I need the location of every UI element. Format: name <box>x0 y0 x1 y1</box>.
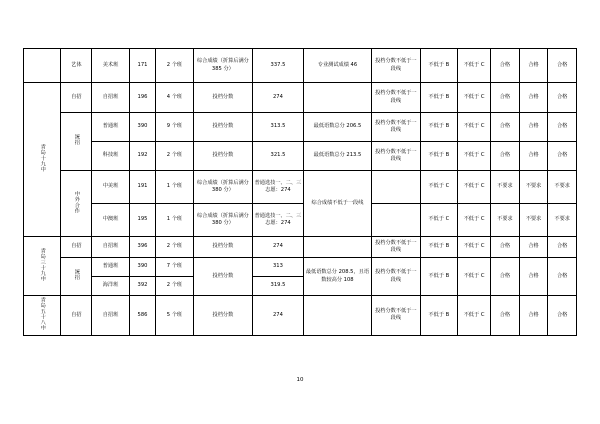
table-row <box>24 296 577 336</box>
cell-admission-rule: 投档分数 <box>193 258 252 296</box>
table-row <box>24 142 577 171</box>
cell-track <box>61 258 92 296</box>
cell-program: 中澳班 <box>92 204 129 237</box>
cell-filing: 投档分数不低于一段线 <box>372 113 420 142</box>
cell-track: 自招 <box>61 296 92 336</box>
cell-program: 自招班 <box>92 83 129 113</box>
cell-math: 不低于 C <box>458 113 491 142</box>
cell-classes: 2 个班 <box>156 277 193 296</box>
cell-chinese: 不低于 B <box>420 237 457 258</box>
cell-plan: 195 <box>129 204 155 237</box>
cell-english: 不要求 <box>491 171 520 204</box>
cell-english: 合格 <box>491 83 520 113</box>
cell-classes: 1 个班 <box>156 171 193 204</box>
cell-school-label: 青岛十九中 <box>39 143 46 172</box>
table-row <box>24 49 577 83</box>
cell-chinese: 不低于 B <box>420 113 457 142</box>
cell-program: 美术班 <box>92 49 129 83</box>
cell-note: 最低语数总分 213.5 <box>303 142 371 171</box>
cell-physics: 合格 <box>519 296 548 336</box>
cell-english: 合格 <box>491 258 520 296</box>
cell-physics: 合格 <box>519 49 548 83</box>
cell-math: 不低于 C <box>458 83 491 113</box>
cell-classes: 5 个班 <box>156 296 193 336</box>
cell-filing: 投档分数不低于一段线 <box>372 237 420 258</box>
cell-filing: 投档分数不低于一段线 <box>372 142 420 171</box>
cell-chinese: 不低于 B <box>420 49 457 83</box>
cell-admission-rule: 综合成绩（折算后满分 380 分） <box>193 171 252 204</box>
cell-physics: 合格 <box>519 142 548 171</box>
cell-track: 艺体 <box>61 49 92 83</box>
cell-other: 合格 <box>548 83 577 113</box>
cell-english: 合格 <box>491 113 520 142</box>
cell-math: 不低于 C <box>458 171 491 204</box>
cell-plan: 586 <box>129 296 155 336</box>
cell-score: 274 <box>253 83 304 113</box>
cell-score: 274 <box>253 237 304 258</box>
cell-track-label: 统招 <box>73 269 80 281</box>
cell-other: 合格 <box>548 296 577 336</box>
cell-classes: 7 个班 <box>156 258 193 277</box>
cell-physics: 不要求 <box>519 204 548 237</box>
cell-plan: 390 <box>129 258 155 277</box>
cell-english: 合格 <box>491 49 520 83</box>
cell-chinese: 不低于 B <box>420 258 457 296</box>
cell-track: 自招 <box>61 237 92 258</box>
cell-track-label: 中外合作 <box>73 190 80 214</box>
cell-filing: 投档分数不低于一段线 <box>372 258 420 296</box>
cell-note <box>303 296 371 336</box>
cell-other: 合格 <box>548 113 577 142</box>
cell-program: 海洋班 <box>92 277 129 296</box>
cell-program: 普通班 <box>92 113 129 142</box>
cell-plan: 196 <box>129 83 155 113</box>
cell-track <box>61 171 92 237</box>
cell-score: 319.5 <box>253 277 304 296</box>
cell-admission-rule: 投档分数 <box>193 237 252 258</box>
cell-school <box>24 83 61 237</box>
cell-admission-rule: 综合成绩（折算后满分 380 分） <box>193 204 252 237</box>
table-row <box>24 204 577 237</box>
cell-chinese: 不低于 C <box>420 204 457 237</box>
cell-chinese: 不低于 B <box>420 142 457 171</box>
cell-physics: 不要求 <box>519 171 548 204</box>
cell-note: 专业测试成绩 46 <box>303 49 371 83</box>
cell-other: 合格 <box>548 49 577 83</box>
cell-classes: 1 个班 <box>156 204 193 237</box>
cell-chinese: 不低于 C <box>420 171 457 204</box>
cell-note: 最低语数总分 208.5，且语数较高分 108 <box>303 258 371 296</box>
table-row <box>24 83 577 113</box>
cell-admission-rule: 投档分数 <box>193 142 252 171</box>
cell-admission-rule: 投档分数 <box>193 113 252 142</box>
cell-chinese: 不低于 B <box>420 296 457 336</box>
cell-math: 不低于 C <box>458 204 491 237</box>
admission-table-container <box>23 48 577 336</box>
cell-math: 不低于 C <box>458 296 491 336</box>
cell-classes: 9 个班 <box>156 113 193 142</box>
cell-classes: 2 个班 <box>156 237 193 258</box>
cell-note: 综合成绩不低于一段线 <box>303 171 371 237</box>
cell-note <box>303 237 371 258</box>
table-row <box>24 171 577 204</box>
cell-physics: 合格 <box>519 113 548 142</box>
cell-score: 321.5 <box>253 142 304 171</box>
cell-physics: 合格 <box>519 258 548 296</box>
cell-filing: 投档分数不低于一段线 <box>372 296 420 336</box>
cell-admission-rule: 投档分数 <box>193 83 252 113</box>
cell-english: 不要求 <box>491 204 520 237</box>
page-number: 10 <box>296 377 304 383</box>
cell-filing: 投档分数不低于一段线 <box>372 83 420 113</box>
cell-other: 不要求 <box>548 204 577 237</box>
table-row <box>24 113 577 142</box>
cell-program: 普通班 <box>92 258 129 277</box>
cell-classes: 2 个班 <box>156 142 193 171</box>
cell-school-label: 青岛三十九中 <box>39 247 46 282</box>
cell-math: 不低于 C <box>458 142 491 171</box>
cell-other: 合格 <box>548 258 577 296</box>
table-row <box>24 258 577 277</box>
cell-plan: 390 <box>129 113 155 142</box>
cell-score: 313 <box>253 258 304 277</box>
cell-other: 合格 <box>548 237 577 258</box>
cell-program: 科技班 <box>92 142 129 171</box>
cell-math: 不低于 C <box>458 258 491 296</box>
cell-plan: 192 <box>129 142 155 171</box>
cell-math: 不低于 C <box>458 237 491 258</box>
table-row <box>24 237 577 258</box>
cell-track: 自招 <box>61 83 92 113</box>
cell-track-label: 统招 <box>73 134 80 146</box>
cell-classes: 2 个班 <box>156 49 193 83</box>
cell-plan: 191 <box>129 171 155 204</box>
admission-table <box>23 48 577 336</box>
cell-school-label: 青岛五十八中 <box>39 297 46 331</box>
cell-plan: 396 <box>129 237 155 258</box>
cell-school <box>24 296 61 336</box>
cell-plan: 171 <box>129 49 155 83</box>
cell-english: 合格 <box>491 296 520 336</box>
cell-other: 不要求 <box>548 171 577 204</box>
cell-score: 普通选技一、二、三志愿：274 <box>253 204 304 237</box>
cell-score: 337.5 <box>253 49 304 83</box>
cell-program: 自招班 <box>92 296 129 336</box>
cell-english: 合格 <box>491 237 520 258</box>
cell-physics: 合格 <box>519 237 548 258</box>
cell-track <box>61 113 92 171</box>
cell-score: 274 <box>253 296 304 336</box>
cell-chinese: 不低于 B <box>420 83 457 113</box>
cell-plan: 392 <box>129 277 155 296</box>
cell-filing <box>372 171 420 204</box>
cell-filing <box>372 204 420 237</box>
cell-physics: 合格 <box>519 83 548 113</box>
cell-score: 普通选技一、二、三志愿：274 <box>253 171 304 204</box>
cell-math: 不低于 C <box>458 49 491 83</box>
cell-program: 自招班 <box>92 237 129 258</box>
cell-other: 合格 <box>548 142 577 171</box>
cell-admission-rule: 综合成绩（折算后满分 385 分） <box>193 49 252 83</box>
cell-school <box>24 237 61 296</box>
cell-school-empty <box>24 49 61 83</box>
cell-note <box>303 83 371 113</box>
cell-english: 合格 <box>491 142 520 171</box>
cell-filing: 投档分数不低于一段线 <box>372 49 420 83</box>
cell-score: 313.5 <box>253 113 304 142</box>
cell-program: 中美班 <box>92 171 129 204</box>
cell-note: 最低语数总分 206.5 <box>303 113 371 142</box>
cell-admission-rule: 投档分数 <box>193 296 252 336</box>
cell-classes: 4 个班 <box>156 83 193 113</box>
